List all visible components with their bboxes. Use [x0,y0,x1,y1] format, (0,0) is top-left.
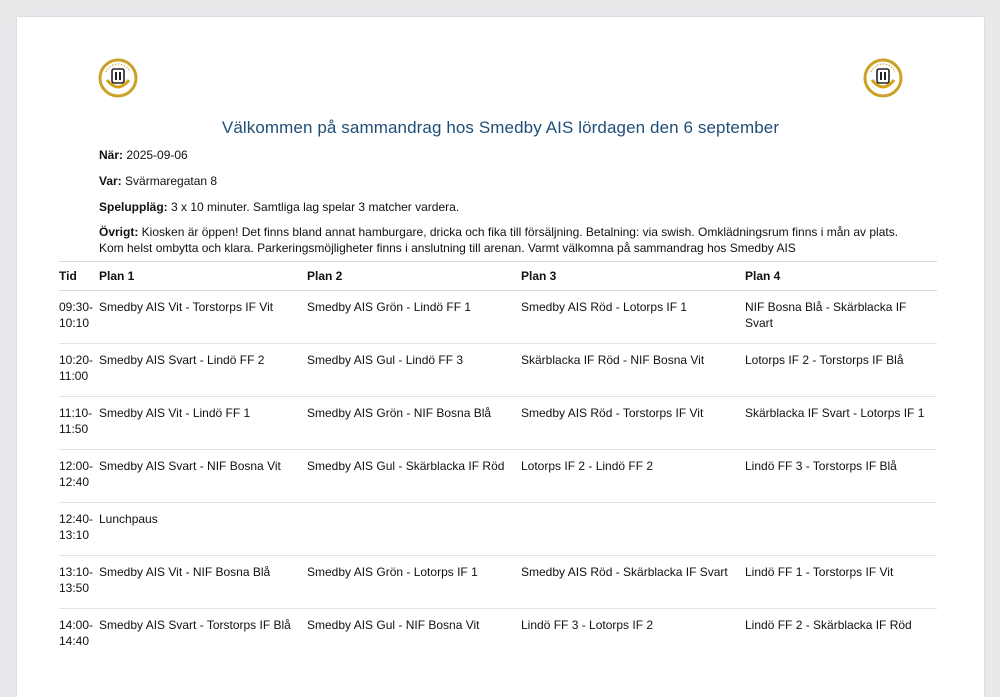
match-cell-plan-1: Smedby AIS Svart - NIF Bosna Vit [99,450,307,503]
time-start: 12:00- [59,459,94,473]
info-other-label: Övrigt: [99,225,139,239]
time-start: 14:00- [59,618,94,632]
match-cell-plan-1: Smedby AIS Vit - Lindö FF 1 [99,397,307,450]
match-cell-plan-4: NIF Bosna Blå - Skärblacka IF Svart [745,291,937,344]
match-cell-plan-3: Smedby AIS Röd - Torstorps IF Vit [521,397,745,450]
match-cell-plan-3: Lindö FF 3 - Lotorps IF 2 [521,618,654,632]
info-other [99,224,899,256]
match-cell-plan-4: Lotorps IF 2 - Torstorps IF Blå [745,344,937,397]
table-row [59,609,937,662]
match-cell-plan-4: Lindö FF 2 - Skärblacka IF Röd [745,618,912,632]
match-cell-plan-2: Smedby AIS Gul - NIF Bosna Vit [307,618,480,632]
info-where [99,173,899,189]
time-cell [59,344,99,397]
time-start: 12:40- [59,512,94,526]
match-cell-plan-3: Lotorps IF 2 - Lindö FF 2 [521,450,745,503]
time-cell [59,556,99,609]
table-header-row [59,262,937,291]
info-when-value: 2025-09-06 [123,148,188,162]
table-row [59,344,937,397]
time-cell [59,503,99,556]
time-start: 09:30- [59,300,94,314]
match-cell-plan-3: Smedby AIS Röd - Lotorps IF 1 [521,291,745,344]
table-row [59,291,937,344]
match-cell-plan-1: Smedby AIS Vit - NIF Bosna Blå [99,556,307,609]
info-setup-value: 3 x 10 minuter. Samtliga lag spelar 3 matcher vardera. [167,200,460,214]
info-when-label: När: [99,148,124,162]
match-cell-plan-2: Smedby AIS Grön - Lotorps IF 1 [307,556,521,609]
schedule-table [59,261,937,661]
match-cell-plan-3: Skärblacka IF Röd - NIF Bosna Vit [521,344,745,397]
time-end: 10:10 [59,316,90,330]
info-where-value: Svärmaregatan 8 [121,174,218,188]
info-other-value: Kiosken är öppen! Det finns bland annat hamburgare, dricka och fika till försäljning. Betalning: via swish. Omklädningsrum finns i mån av plats. Kom helst ombytta och klara. Parkeringsmöjligheter finns i anslutning till arenan. Varmt välkomna på sammandrag hos Smedby AIS [99,225,899,255]
match-cell-plan-1: Smedby AIS Svart - Torstorps IF Blå [99,618,291,632]
time-start: 11:10- [59,406,93,420]
club-logo-left [98,58,138,98]
match-cell-plan-4: Lindö FF 1 - Torstorps IF Vit [745,556,937,609]
match-cell-plan-2: Smedby AIS Grön - NIF Bosna Blå [307,397,521,450]
schedule-body [59,291,937,662]
time-cell [59,291,99,344]
time-end: 11:50 [59,422,89,436]
time-cell [59,609,99,662]
header-plan-1: Plan 1 [99,262,307,291]
match-cell-plan-1: Lunchpaus [99,503,307,556]
match-cell-plan-2: Smedby AIS Grön - Lindö FF 1 [307,291,521,344]
info-setup-label: Speluppläg: [99,200,168,214]
time-end: 14:40 [59,634,90,648]
time-cell [59,397,99,450]
table-row [59,397,937,450]
table-row [59,503,937,556]
table-row [59,450,937,503]
info-setup [99,199,899,215]
time-cell [59,450,99,503]
document-page [17,17,984,697]
header-plan-3: Plan 3 [521,262,745,291]
info-when [99,147,899,163]
match-cell-plan-3: Smedby AIS Röd - Skärblacka IF Svart [521,556,745,609]
time-end: 12:40 [59,475,90,489]
info-where-label: Var: [99,174,122,188]
match-cell-plan-4 [745,503,937,556]
page-title: Välkommen på sammandrag hos Smedby AIS lördagen den 6 september [221,118,780,137]
match-cell-plan-4: Skärblacka IF Svart - Lotorps IF 1 [745,397,937,450]
match-cell-plan-2: Smedby AIS Gul - Skärblacka IF Röd [307,450,521,503]
match-cell-plan-1: Smedby AIS Vit - Torstorps IF Vit [99,291,307,344]
time-end: 11:00 [59,369,89,383]
header-plan-2: Plan 2 [307,262,521,291]
time-start: 10:20- [59,353,94,367]
club-logo-right [863,58,903,98]
table-row [59,556,937,609]
time-start: 13:10- [59,565,94,579]
match-cell-plan-2: Smedby AIS Gul - Lindö FF 3 [307,344,521,397]
match-cell-plan-4: Lindö FF 3 - Torstorps IF Blå [745,450,937,503]
match-cell-plan-1: Smedby AIS Svart - Lindö FF 2 [99,344,307,397]
match-cell-plan-3 [521,503,745,556]
match-cell-plan-2 [307,503,521,556]
header-time: Tid [59,262,99,291]
time-end: 13:50 [59,581,90,595]
time-end: 13:10 [59,528,90,542]
header-plan-4: Plan 4 [745,262,937,291]
